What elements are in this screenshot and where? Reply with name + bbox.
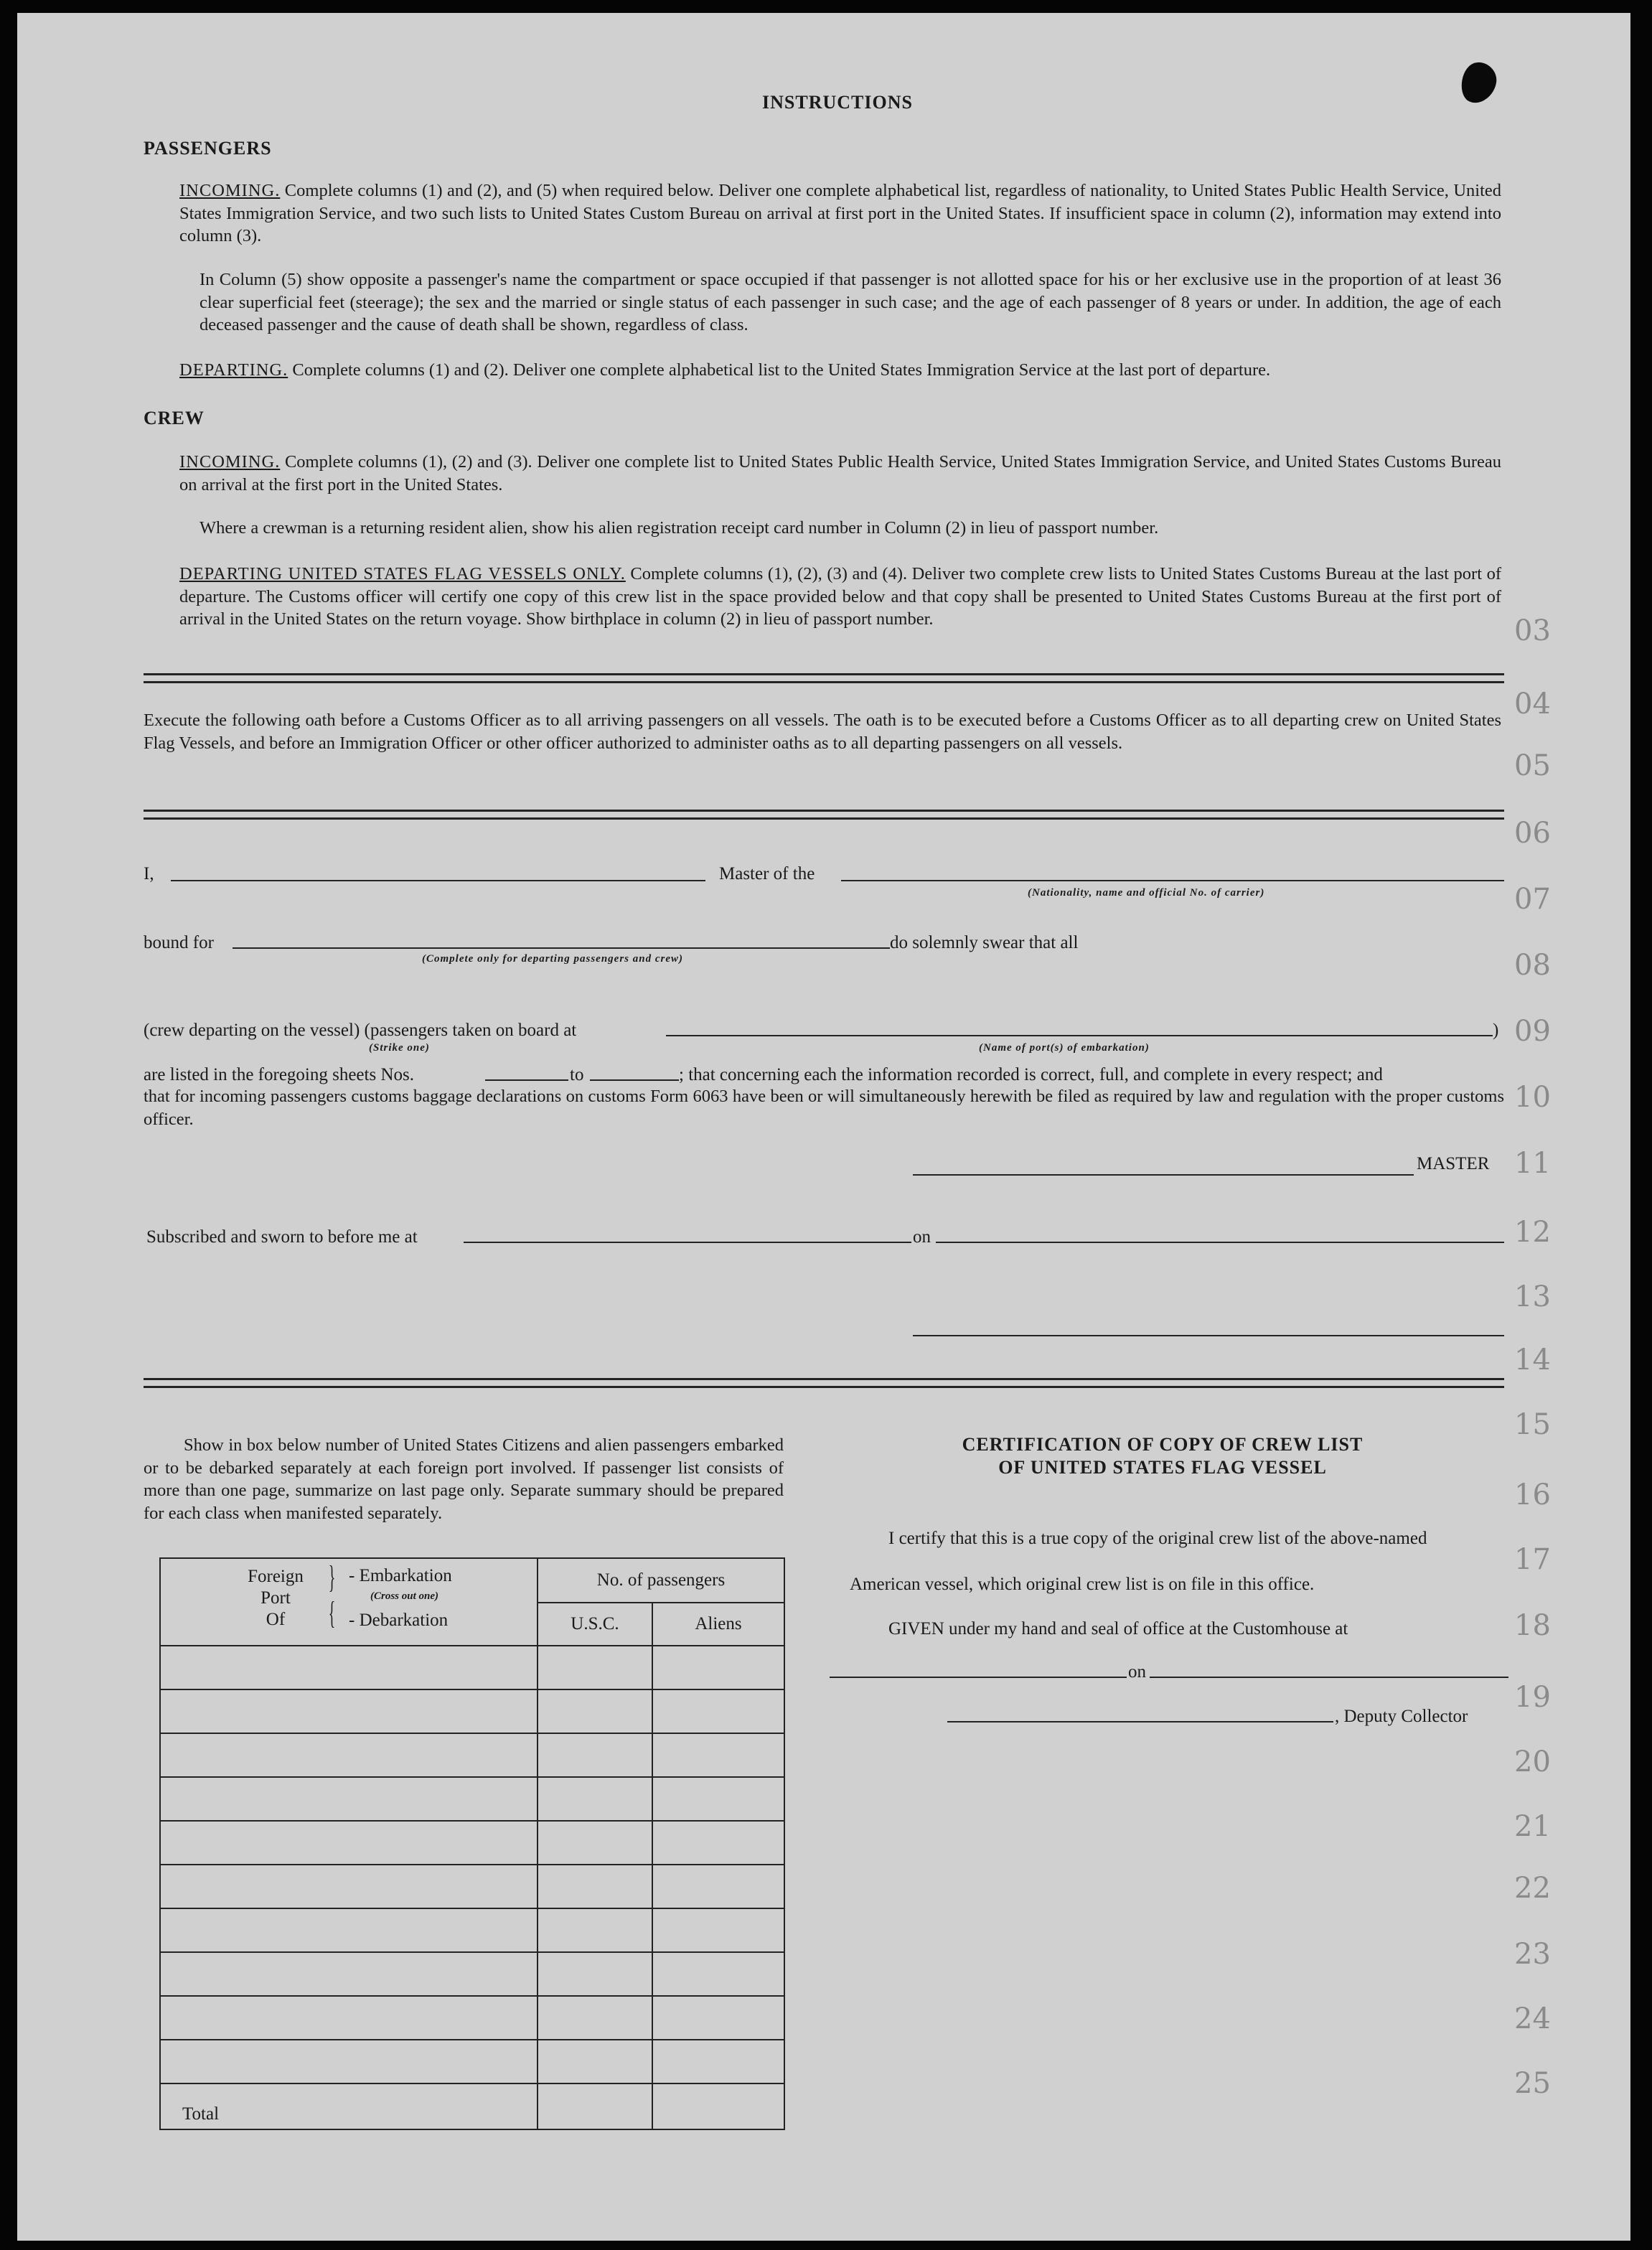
foreign-label: Foreign (248, 1567, 304, 1586)
debarkation-label: - Debarkation (349, 1611, 449, 1630)
margin-number: 09 (1514, 1015, 1551, 1048)
certification-title-line1: CERTIFICATION OF COPY OF CREW LIST (962, 1434, 1364, 1455)
total-aliens-cell[interactable] (652, 2083, 784, 2129)
certify-line2: American vessel, which original crew list is on file in this office. (850, 1575, 1315, 1594)
margin-number: 15 (1514, 1408, 1551, 1441)
usc-cell[interactable] (538, 1908, 652, 1952)
usc-cell[interactable] (538, 1646, 652, 1689)
margin-number: 20 (1514, 1745, 1551, 1778)
deputy-signature-field[interactable] (947, 1721, 1333, 1722)
margin-number: 17 (1514, 1543, 1551, 1576)
close-paren: ) (1493, 1021, 1499, 1040)
passengers-heading: PASSENGERS (144, 138, 272, 159)
port-cell[interactable] (160, 1733, 538, 1777)
sheet-from-field[interactable] (485, 1079, 568, 1081)
listed-to-label: to (570, 1065, 584, 1084)
no-passengers-header: No. of passengers (538, 1558, 784, 1603)
margin-number: 14 (1514, 1344, 1551, 1377)
subscribed-label: Subscribed and sworn to before me at (146, 1227, 418, 1247)
certification-title-line2: OF UNITED STATES FLAG VESSEL (998, 1457, 1327, 1478)
usc-cell[interactable] (538, 2040, 652, 2083)
sheet-to-field[interactable] (590, 1079, 679, 1081)
embarkation-label: - Embarkation (349, 1566, 452, 1585)
crew-departing-text: Complete columns (1), (2), (3) and (4). Deliver two complete crew lists to United States Customs Bureau at the last port of departure. The Customs officer will certify one copy of this crew list in the space provided below and that copy shall be presented to United States Customs Bureau at the first port of arrival in the United States on the return voyage. Show birthplace in column (2) in lieu of passport number. (179, 564, 1501, 629)
crew-incoming-text: Complete columns (1), (2) and (3). Deliver one complete list to United States Public Health Service, United States Immigration Service, and United States Customs Bureau on arrival at the first port in the United States. (179, 452, 1502, 494)
aliens-cell[interactable] (652, 1646, 784, 1689)
listed-continue: ; that concerning each the information recorded is correct, full, and complete in every respect; and (679, 1065, 1383, 1084)
customhouse-field[interactable] (830, 1677, 1127, 1678)
crew-heading: CREW (144, 408, 205, 428)
brace-left-icon: { (328, 1595, 336, 1631)
crew-incoming-label: INCOMING. (179, 452, 281, 472)
master-signature-field[interactable] (913, 1174, 1414, 1176)
usc-cell[interactable] (538, 1777, 652, 1821)
port-cell[interactable] (160, 2040, 538, 2083)
margin-number: 08 (1514, 949, 1551, 982)
listed-rest: that for incoming passengers customs baggage declarations on customs Form 6063 have been or will simultaneously herewith be filed as required by law and regulation with the proper customs officer. (144, 1087, 1504, 1129)
embarkation-port-field[interactable] (666, 1035, 1493, 1036)
divider (144, 810, 1504, 820)
deputy-collector-label: , Deputy Collector (1335, 1707, 1468, 1726)
usc-cell[interactable] (538, 1821, 652, 1865)
port-cell[interactable] (160, 1646, 538, 1689)
oath-i-label: I, (144, 864, 154, 883)
of-label: Of (266, 1610, 286, 1629)
margin-number: 18 (1514, 1609, 1551, 1642)
margin-number: 13 (1514, 1280, 1551, 1313)
passengers-incoming-text: Complete columns (1) and (2), and (5) when required below. Deliver one complete alphabetical list, regardless of nationality, to United States Public Health Service, United States Immigration Service, and two such lists to United States Custom Bureau on arrival at first port in the United States. If insufficient space in column (2), information may extend into column (3). (179, 181, 1502, 245)
carrier-hint: (Nationality, name and official No. of carrier) (1028, 887, 1265, 899)
passengers-departing-paragraph (179, 359, 1501, 382)
aliens-cell[interactable] (652, 1908, 784, 1952)
ink-blot-icon (1457, 57, 1500, 115)
margin-number: 22 (1514, 1872, 1551, 1905)
crew-departing-label: (crew departing on the vessel) (passengers taken on board at (144, 1021, 577, 1040)
crew-resident-paragraph: Where a crewman is a returning resident alien, show his alien registration receipt card number in Column (2) in lieu of passport number. (200, 518, 1159, 538)
margin-number: 10 (1514, 1081, 1551, 1114)
aliens-cell[interactable] (652, 1689, 784, 1733)
aliens-cell[interactable] (652, 2040, 784, 2083)
margin-number: 24 (1514, 2002, 1551, 2035)
total-usc-cell[interactable] (538, 2083, 652, 2129)
strike-one-hint: (Strike one) (369, 1042, 430, 1054)
crew-departing-label: DEPARTING UNITED STATES FLAG VESSELS ONLY. (179, 564, 626, 583)
margin-number: 16 (1514, 1478, 1551, 1511)
instructions-title: INSTRUCTIONS (762, 92, 913, 113)
port-cell[interactable] (160, 1777, 538, 1821)
usc-header: U.S.C. (538, 1603, 652, 1646)
port-cell[interactable] (160, 1952, 538, 1996)
sworn-date-field[interactable] (936, 1242, 1504, 1243)
margin-number: 04 (1514, 688, 1551, 721)
port-hint: (Name of port(s) of embarkation) (979, 1042, 1150, 1054)
passengers-departing-label: DEPARTING. (179, 360, 288, 380)
master-of-label: Master of the (719, 864, 815, 883)
brace-right-icon: } (328, 1560, 336, 1595)
carrier-field[interactable] (841, 880, 1504, 881)
master-name-field[interactable] (171, 880, 705, 881)
aliens-header: Aliens (652, 1603, 784, 1646)
usc-cell[interactable] (538, 1952, 652, 1996)
certify-line1: I certify that this is a true copy of the original crew list of the above-named (888, 1529, 1427, 1548)
port-cell[interactable] (160, 1996, 538, 2040)
margin-number: 03 (1514, 614, 1551, 647)
port-cell[interactable] (160, 1689, 538, 1733)
aliens-cell[interactable] (652, 1952, 784, 1996)
bound-for-hint: (Complete only for departing passengers and crew) (422, 953, 683, 965)
passengers-incoming-label: INCOMING. (179, 181, 281, 200)
foreign-port-header (160, 1558, 538, 1646)
margin-number: 05 (1514, 749, 1551, 782)
oath-instructions: Execute the following oath before a Customs Officer as to all arriving passengers on all vessels. The oath is to be executed before a Customs Officer as to all departing crew on United States Flag Vessels, and before an Immigration Officer or other officer authorized to administer oaths as to all departing passengers on all vessels. (144, 711, 1501, 753)
summary-intro: Show in box below number of United States Citizens and alien passengers embarked or to be debarked separately at each foreign port involved. If passenger list consists of more than one page, summarize on last page only. Separate summary should be prepared for each class when manifested separately. (144, 1435, 784, 1523)
cross-out-hint: (Cross out one) (370, 1590, 439, 1602)
divider (144, 673, 1504, 683)
port-cell[interactable] (160, 1821, 538, 1865)
sworn-on-label: on (913, 1227, 931, 1247)
port-cell[interactable] (160, 1865, 538, 1908)
crew-departing-paragraph (179, 563, 1501, 631)
divider (144, 1378, 1504, 1388)
master-label: MASTER (1417, 1154, 1490, 1173)
passengers-departing-text: Complete columns (1) and (2). Deliver one complete alphabetical list to the United States Immigration Service at the last port of departure. (292, 360, 1271, 380)
passenger-summary-table (159, 1557, 785, 2130)
margin-number: 06 (1514, 817, 1551, 850)
passengers-column5-paragraph: In Column (5) show opposite a passenger's name the compartment or space occupied if that passenger is not allotted space for his or her exclusive use in the proportion of at least 36 clear superficial feet (steerage); the sex and the married or single status of each passenger in such case; and the age of each passenger of 8 years or under. In addition, the age of each deceased passenger and the cause of death shall be shown, regardless of class. (200, 270, 1501, 334)
port-cell[interactable] (160, 1908, 538, 1952)
swear-label: do solemnly swear that all (890, 933, 1079, 952)
usc-cell[interactable] (538, 1996, 652, 2040)
given-line: GIVEN under my hand and seal of office at the Customhouse at (888, 1619, 1348, 1639)
margin-number: 19 (1514, 1681, 1551, 1714)
bound-for-label: bound for (144, 933, 214, 952)
port-label: Port (261, 1588, 291, 1608)
listed-label: are listed in the foregoing sheets Nos. (144, 1065, 414, 1084)
margin-number: 12 (1514, 1216, 1551, 1249)
aliens-cell[interactable] (652, 1865, 784, 1908)
usc-cell[interactable] (538, 1689, 652, 1733)
crew-incoming-paragraph (179, 451, 1501, 496)
margin-number: 25 (1514, 2067, 1551, 2100)
usc-cell[interactable] (538, 1865, 652, 1908)
margin-number: 07 (1514, 883, 1551, 916)
passengers-incoming-paragraph (179, 179, 1501, 248)
bound-for-field[interactable] (233, 947, 890, 949)
cert-on-label: on (1128, 1662, 1146, 1682)
aliens-cell[interactable] (652, 1821, 784, 1865)
aliens-cell[interactable] (652, 1733, 784, 1777)
officer-signature-field[interactable] (913, 1335, 1504, 1336)
margin-number: 21 (1514, 1810, 1551, 1843)
sworn-place-field[interactable] (464, 1242, 911, 1243)
cert-date-field[interactable] (1150, 1677, 1508, 1678)
total-label: Total (160, 2083, 538, 2129)
margin-number: 23 (1514, 1938, 1551, 1971)
aliens-cell[interactable] (652, 1996, 784, 2040)
usc-cell[interactable] (538, 1733, 652, 1777)
margin-number: 11 (1514, 1147, 1551, 1180)
aliens-cell[interactable] (652, 1777, 784, 1821)
